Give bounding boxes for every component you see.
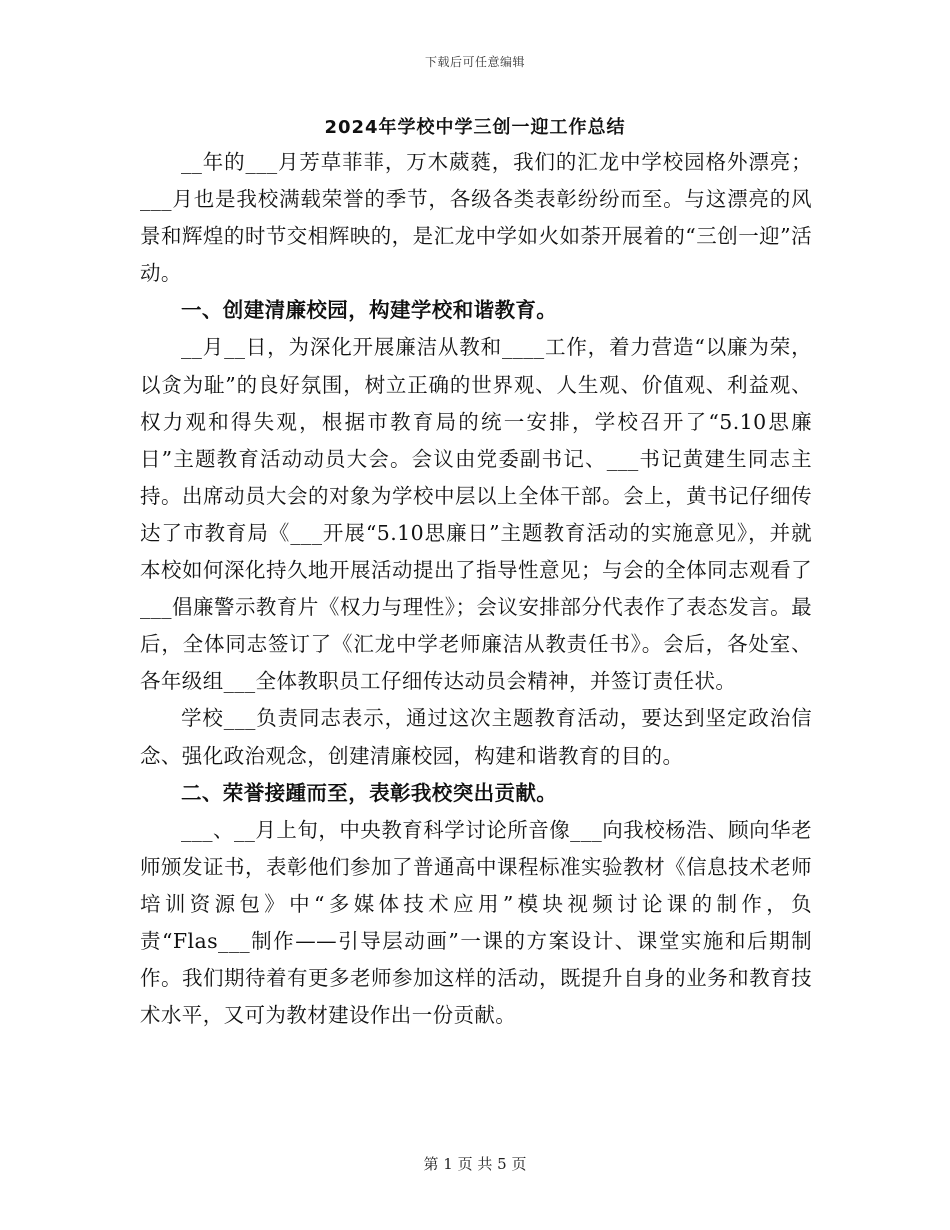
section-1-heading: 一、创建清廉校园，构建学校和谐教育。 (181, 298, 558, 323)
section-1-paragraph-2: 学校___负责同志表示，通过这次主题教育活动，要达到坚定政治信念、强化政治观念，创建清廉校园，构建和谐教育的目的。 (140, 706, 812, 768)
section-2-paragraph-1: ___、__月上旬，中央教育科学讨论所音像___向我校杨浩、顾向华老师颁发证书，表彰他们参加了普通高中课程标准实验教材《信息技术老师培训资源包》中“多媒体技术应用”模块视频讨论课的制作，负责“Flas___制作——引导层动画”一课的方案设计、课堂实施和后期制作。我们期待着有更多老师参加这样的活动，既提升自身的业务和教育技术水平，又可为教材建设作出一份贡献。 (140, 817, 812, 1028)
document-title: 2024年学校中学三创一迎工作总结 (324, 117, 626, 138)
page-header-note: 下载后可任意编辑 (424, 55, 525, 69)
section-2-heading: 二、荣誉接踵而至，表彰我校突出贡献。 (181, 780, 558, 805)
intro-paragraph: __年的___月芳草菲菲，万木葳蕤，我们的汇龙中学校园格外漂亮；___月也是我校满载荣誉的季节，各级各类表彰纷纷而至。与这漂亮的风景和辉煌的时节交相辉映的，是汇龙中学如火如荼开展着的“三创一迎”活动。 (140, 150, 812, 286)
document-body (140, 144, 812, 1034)
section-1-paragraph-1: __月__日，为深化开展廉洁从教和____工作，着力营造“以廉为荣，以贪为耻”的良好氛围，树立正确的世界观、人生观、价值观、利益观、权力观和得失观，根据市教育局的统一安排，学校召开了“5.10思廉日”主题教育活动动员大会。会议由党委副书记、___书记黄建生同志主持。出席动员大会的对象为学校中层以上全体干部。会上，黄书记仔细传达了市教育局《___开展“5.10思廉日”主题教育活动的实施意见》，并就本校如何深化持久地开展活动提出了指导性意见；与会的全体同志观看了___倡廉警示教育片《权力与理性》；会议安排部分代表作了表态发言。最后，全体同志签订了《汇龙中学老师廉洁从教责任书》。会后，各处室、各年级组___全体教职员工仔细传达动员会精神，并签订责任状。 (140, 335, 812, 694)
page-number: 第 1 页 共 5 页 (423, 1155, 527, 1173)
